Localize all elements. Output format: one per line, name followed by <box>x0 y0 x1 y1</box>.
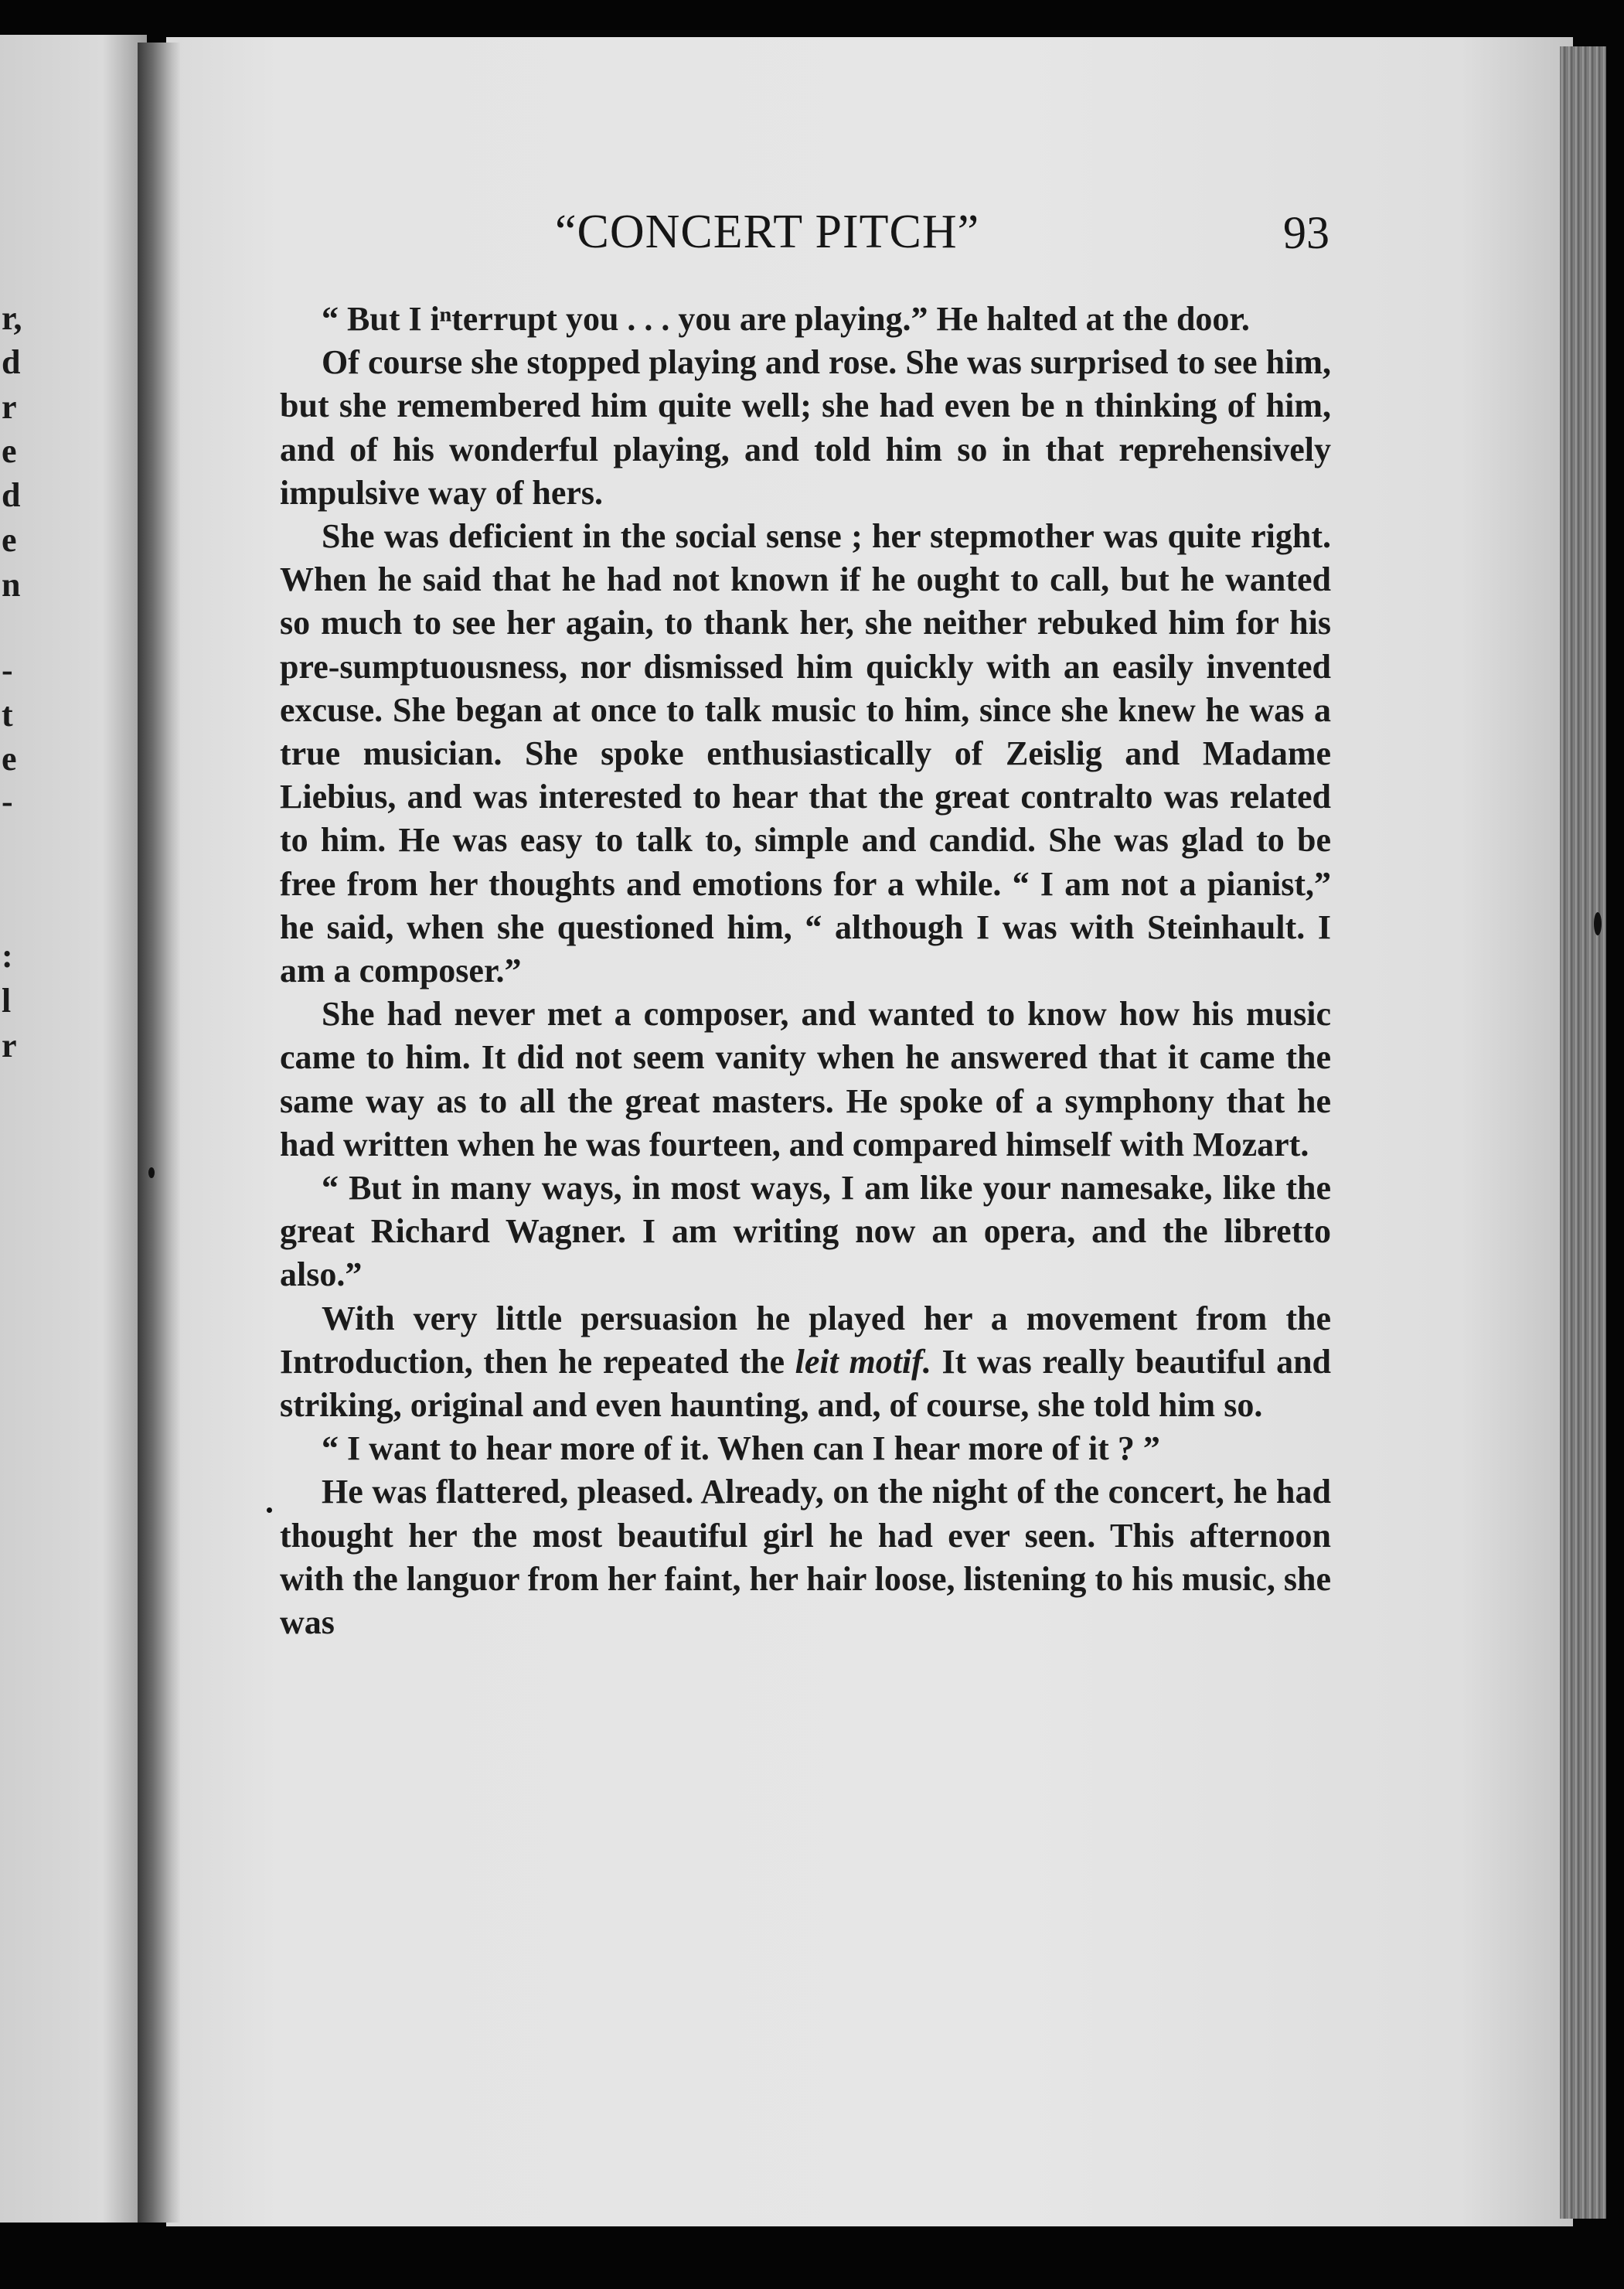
facing-page-text-fragments <box>0 35 20 2223</box>
facing-page-fragment: e <box>2 521 17 559</box>
facing-page-fragment: r, <box>2 299 22 337</box>
facing-page-fragment: l <box>2 982 12 1020</box>
paragraph: She was deficient in the social sense ; her stepmother was quite right. When he said that he had not known if he ought to call, but he wanted so much to see her again, to thank her, she neither rebuked him for his pre-sumptuousness, nor dismissed him quickly with an easily invented excuse. She began at once to talk music to him, since she knew he was a true musician. She spoke enthusiastically of Zeislig and Madame Liebius, and was interested to hear that the great contralto was related to him. He was easy to talk to, simple and candid. She was glad to be free from her thoughts and emotions for a while. “ I am not a pianist,” he said, when she questioned him, “ although I was with Steinhault. I am a composer.” <box>280 517 1331 990</box>
facing-page-fragment: d <box>2 343 21 381</box>
paragraph: He was flattered, pleased. Already, on the night of the concert, he had thought her the most beautiful girl he had ever seen. This afternoon with the languor from her faint, her hair loose, listening to his music, she was <box>280 1473 1332 1642</box>
paragraph <box>280 1297 1331 1428</box>
italic-term: leit motif. <box>795 1342 931 1381</box>
scan-speck <box>267 1507 272 1513</box>
facing-page-fragment: : <box>2 937 13 975</box>
book-gutter <box>138 43 180 2223</box>
facing-page-fragment: e <box>2 432 17 470</box>
page-stack-edge <box>1560 46 1606 2219</box>
page-number: 93 <box>1283 207 1330 258</box>
paragraph-text: With very little persuasion he played her a movement from the Introduction, then he repeated the <box>280 1299 1331 1381</box>
facing-page-fragment: r <box>2 1027 17 1064</box>
facing-page-fragment: t <box>2 696 13 734</box>
paragraph: “ But in many ways, in most ways, I am like your namesake, like the great Richard Wagner. I am writing now an opera, and the libretto also.” <box>280 1169 1331 1294</box>
scan-speck <box>1594 912 1602 935</box>
facing-page-edge <box>0 35 147 2223</box>
paragraph-text: It was really beautiful and striking, original and even haunting, and, of course, she told him so. <box>280 1342 1332 1425</box>
facing-page-fragment: e <box>2 740 17 778</box>
body-text <box>280 298 1331 1644</box>
facing-page-fragment: n <box>2 566 21 604</box>
running-head <box>0 205 1624 267</box>
facing-page-fragment: - <box>2 651 13 689</box>
paragraph: She had never met a composer, and wanted to know how his music came to him. It did not seem vanity when he answered that it came the same way as to all the great masters. He spoke of a symphony that he had written when he was fourteen, and compared himself with Mozart. <box>280 995 1331 1163</box>
paragraph: “ I want to hear more of it. When can I hear more of it ? ” <box>322 1429 1160 1468</box>
facing-page-fragment: d <box>2 476 21 514</box>
scan-speck <box>148 1167 155 1178</box>
paragraph: Of course she stopped playing and rose. She was surprised to see him, but she remembered him quite well; she had even be n thinking of him, and of his wonderful playing, and told him so in that reprehensively impulsive way of hers. <box>280 343 1331 512</box>
running-title: “CONCERT PITCH” <box>555 206 980 258</box>
facing-page-fragment: r <box>2 388 17 426</box>
facing-page-fragment: - <box>2 782 13 820</box>
paragraph: “ But I iⁿterrupt you . . . you are playing.” He halted at the door. <box>322 300 1250 338</box>
